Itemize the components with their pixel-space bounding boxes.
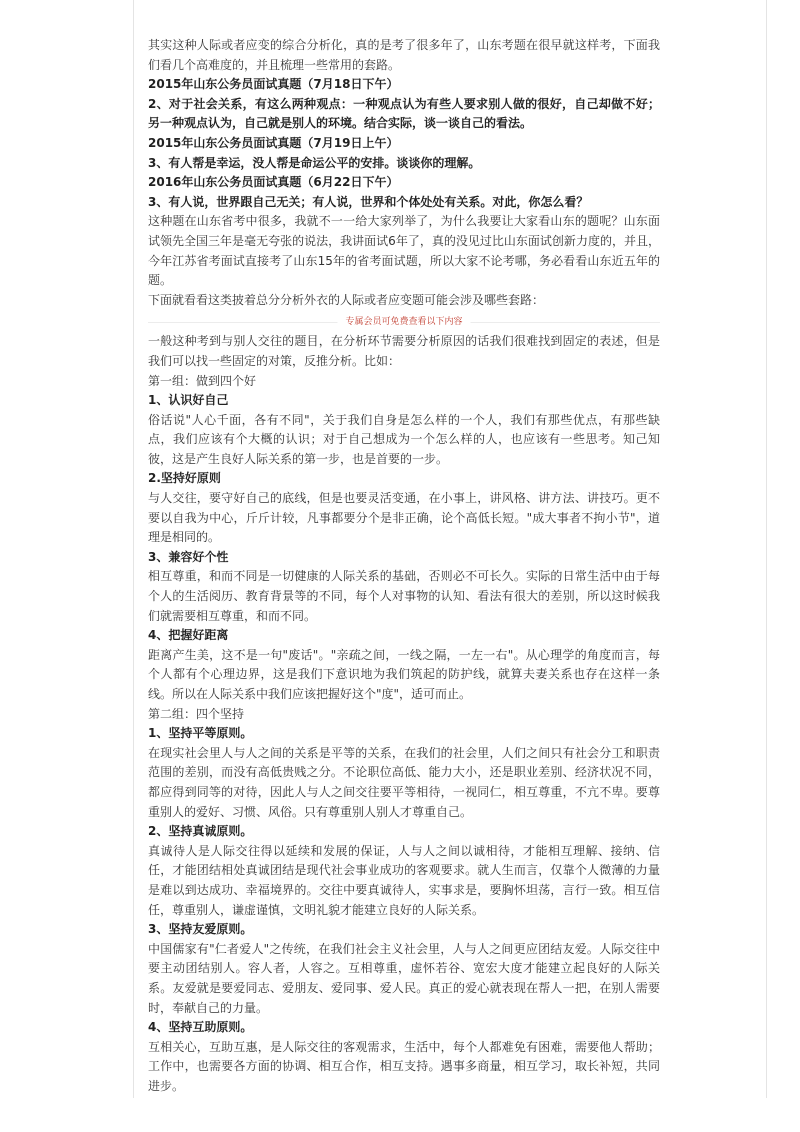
group2-title: 第二组：四个坚持 bbox=[148, 706, 245, 721]
exam-question-2: 3、有人帮是幸运，没人帮是命运公平的安排。谈谈你的理解。 bbox=[148, 155, 481, 170]
group1-body-2: 与人交往，要守好自己的底线，但是也要灵活变通，在小事上，讲风格、讲方法、讲技巧。更不要以自我为中心，斤斤计较，凡事都要分个是非正确，论个高低长短。"成大事者不拘小节"，道理是相同的。 bbox=[148, 491, 660, 545]
exam-question-1: 2、对于社会关系，有这么两种观点：一种观点认为有些人要求别人做的很好，自己却做不好；另一种观点认为，自己就是别人的环境。结合实际，谈一谈自己的看法。 bbox=[148, 96, 660, 131]
exam-question-3: 3、有人说，世界跟自己无关；有人说，世界和个体处处有关系。对此，你怎么看？ bbox=[148, 194, 589, 209]
group2-heading-3: 3、坚持友爱原则。 bbox=[148, 922, 253, 937]
exam-title-3: 2016年山东公务员面试真题（6月22日下午） bbox=[148, 175, 399, 190]
group2-body-4: 互相关心，互助互惠，是人际交往的客观需求，生活中，每个人都难免有困难，需要他人帮助；工作中，也需要各方面的协调、相互合作，相互支持。遇事多商量，相互学习，取长补短，共同进步。 bbox=[148, 1039, 660, 1093]
group2-heading-2: 2、坚持真诚原则。 bbox=[148, 824, 253, 839]
group1-heading-3: 3、兼容好个性 bbox=[148, 549, 229, 564]
group1-title: 第一组：做到四个好 bbox=[148, 373, 257, 388]
group2-heading-1: 1、坚持平等原则。 bbox=[148, 726, 253, 741]
group2-body-3: 中国儒家有"仁者爱人"之传统，在我们社会主义社会里，人与人之间更应团结友爱。人际交往中要主动团结别人。容人者，人容之。互相尊重，虚怀若谷、宽宏大度才能建立起良好的人际关系。友爱就是要爱同志、爱朋友、爱同事、爱人民。真正的爱心就表现在帮人一把，在别人需要时，奉献自己的力量。 bbox=[148, 941, 660, 1015]
group1-body-3: 相互尊重，和而不同是一切健康的人际关系的基础，否则必不可长久。实际的日常生活中由于每个人的生活阅历、教育背景等的不同，每个人对事物的认知、看法有很大的差别，所以这时候我们就需要相互尊重，和而不同。 bbox=[148, 569, 660, 623]
group1-heading-1: 1、认识好自己 bbox=[148, 393, 229, 408]
intro-paragraph: 其实这种人际或者应变的综合分析化，真的是考了很多年了，山东考题在很早就这样考，下面我们看几个高难度的，并且梳理一些常用的套路。 bbox=[148, 38, 660, 72]
exam-title-1: 2015年山东公务员面试真题（7月18日下午） bbox=[148, 77, 399, 92]
group2-body-1: 在现实社会里人与人之间的关系是平等的关系，在我们的社会里，人们之间只有社会分工和职责范围的差别，而没有高低贵贱之分。不论职位高低、能力大小，还是职业差别、经济状况不同，都应得到同等的对待，因此人与人之间交往要平等相待，一视同仁，相互尊重，不亢不卑。要尊重别人的爱好、习惯、风俗。只有尊重别人别人才尊重自己。 bbox=[148, 745, 660, 819]
method-paragraph: 一般这种考到与别人交往的题目，在分析环节需要分析原因的话我们很难找到固定的表述，但是我们可以找一些固定的对策，反推分析。比如： bbox=[148, 334, 660, 368]
group1-body-4: 距离产生美，这不是一句"废话"。"亲疏之间，一线之隔，一左一右"。从心理学的角度而言，每个人都有个心理边界，这是我们下意识地为我们筑起的防护线，就算夫妻关系也存在这样一条线。所以在人际关系中我们应该把握好这个"度"，适可而止。 bbox=[148, 647, 660, 701]
group1-heading-2: 2.坚持好原则 bbox=[148, 471, 221, 486]
group1-heading-4: 4、把握好距离 bbox=[148, 628, 229, 643]
exam-title-2: 2015年山东公务员面试真题（7月19日上午） bbox=[148, 135, 399, 150]
article-content bbox=[148, 36, 660, 1096]
group2-heading-4: 4、坚持互助原则。 bbox=[148, 1020, 253, 1035]
explanation-paragraph: 这种题在山东省考中很多，我就不一一给大家列举了，为什么我要让大家看山东的题呢？山东面试领先全国三年是毫无夸张的说法，我讲面试6年了，真的没见过比山东面试创新力度的，并且，今年江苏省考面试直接考了山东15年的省考面试题，所以大家不论考哪，务必看看山东近五年的题。 bbox=[148, 214, 660, 288]
members-only-label: 专属会员可免费查看以下内容 bbox=[337, 315, 470, 329]
transition-paragraph: 下面就看看这类披着总分分析外衣的人际或者应变题可能会涉及哪些套路： bbox=[148, 292, 545, 307]
members-divider bbox=[148, 312, 660, 332]
group1-body-1: 俗话说"人心千面，各有不同"，关于我们自身是怎么样的一个人，我们有那些优点，有那些缺点，我们应该有个大概的认识；对于自己想成为一个怎么样的人，也应该有一些思考。知己知彼，这是产生良好人际关系的第一步，也是首要的一步。 bbox=[148, 412, 660, 466]
group2-body-2: 真诚待人是人际交往得以延续和发展的保证，人与人之间以诚相待，才能相互理解、接纳、信任，才能团结相处真诚团结是现代社会事业成功的客观要求。就人生而言，仅靠个人微薄的力量是难以到达成功、幸福境界的。交往中要真诚待人，实事求是，要胸怀坦荡，言行一致。相互信任，尊重别人，谦虚谨慎，文明礼貌才能建立良好的人际关系。 bbox=[148, 843, 660, 917]
